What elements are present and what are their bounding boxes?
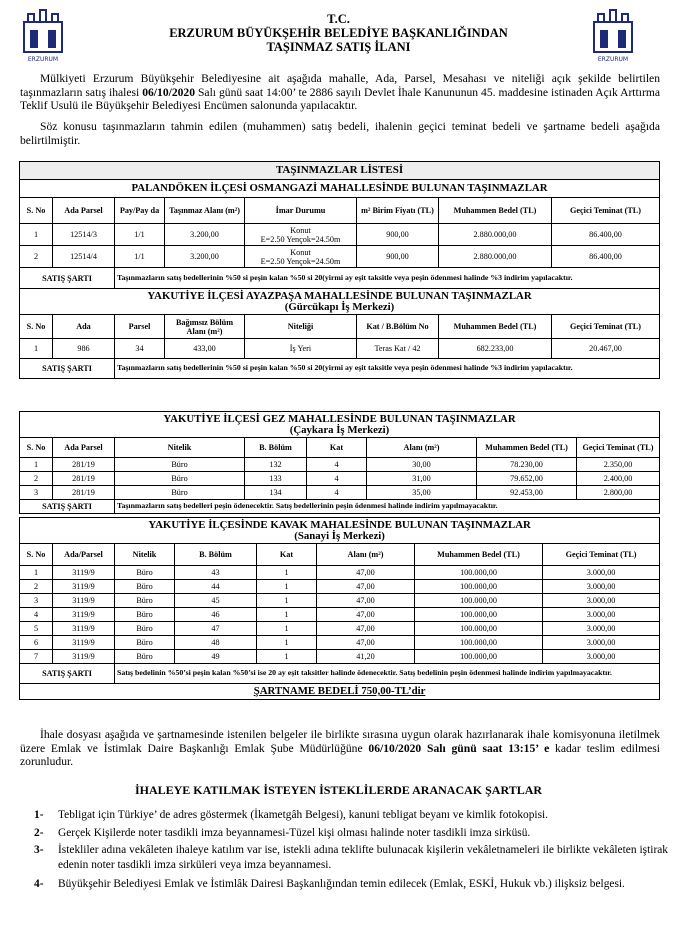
- cell-bedel: 78.230,00: [477, 458, 577, 472]
- cell-alan: 35,00: [367, 486, 477, 500]
- cell-bedel: 100.000,00: [415, 650, 543, 664]
- cell-teminat: 2.400,00: [577, 472, 660, 486]
- s3-header-sno: S. No: [20, 438, 53, 458]
- cell-bedel: 100.000,00: [415, 636, 543, 650]
- s1-header-imar: İmar Durumu: [245, 198, 357, 224]
- cell-teminat: 3.000,00: [543, 594, 660, 608]
- requirements-title: İHALEYE KATILMAK İSTEYEN İSTEKLİLERDE ARANACAK ŞARTLAR: [134, 783, 543, 797]
- requirement-number: 4-: [34, 878, 44, 890]
- cell-kat: 1: [257, 580, 317, 594]
- cell-teminat: 3.000,00: [543, 566, 660, 580]
- cell-ada: 281/19: [53, 458, 115, 472]
- cell-birim: 900,00: [357, 224, 439, 246]
- s3-header-bedel: Muhammen Bedel (TL): [477, 438, 577, 458]
- cell-nitelik: Büro: [115, 458, 245, 472]
- cell-nitelik: İş Yeri: [245, 339, 357, 359]
- cell-pay: 1/1: [115, 224, 165, 246]
- s3-header-ada: Ada Parsel: [53, 438, 115, 458]
- requirement-text: Tebligat için Türkiye’ de adres göstermek (İkametgâh Belgesi), kanuni tebligat beyanı ve kimlik fotokopisi.: [58, 809, 549, 821]
- requirement-text: İstekliler adına vekâleten ihaleye katılım var ise, istekli adına teklifte bulunacak kişilerin vekâletnameleri ile birlikte vekâleten iştirak edenin noter tasdikli imza sirküleri veya imza beyannamesi.: [58, 844, 668, 871]
- cell-nitelik: Büro: [115, 594, 175, 608]
- header-title: TAŞINMAZ SATIŞ İLANI: [266, 40, 411, 54]
- cell-nitelik: Büro: [115, 636, 175, 650]
- cell-alan: 433,00: [165, 339, 245, 359]
- table-row: [20, 650, 660, 664]
- requirement-number: 1-: [34, 809, 44, 821]
- cell-sno: 1: [20, 224, 53, 246]
- cell-nitelik: Büro: [115, 650, 175, 664]
- s3-header-nitelik: Nitelik: [115, 438, 245, 458]
- s3-satis-label: SATIŞ ŞARTI: [20, 500, 115, 514]
- cell-nitelik: Büro: [115, 580, 175, 594]
- cell-teminat: 3.000,00: [543, 580, 660, 594]
- cell-ada: 281/19: [53, 472, 115, 486]
- cell-alan: 47,00: [317, 622, 415, 636]
- s3-header-kat: Kat: [307, 438, 367, 458]
- cell-nitelik: Büro: [115, 566, 175, 580]
- cell-alan: 3.200,00: [165, 224, 245, 246]
- cell-bedel: 100.000,00: [415, 608, 543, 622]
- s4-header-bedel: Muhammen Bedel (TL): [415, 544, 543, 566]
- cell-alan: 31,00: [367, 472, 477, 486]
- s2-header-sno: S. No: [20, 315, 53, 339]
- table-row: [20, 339, 660, 359]
- cell-nitelik: Büro: [115, 472, 245, 486]
- cell-nitelik: Büro: [115, 608, 175, 622]
- s3-satis-text: Taşınmazların satış bedelleri peşin ödenecektir. Satış bedellerinin peşin ödenmesi halinde indirim yapılmayacaktır.: [115, 500, 660, 514]
- s2-satis-label: SATIŞ ŞARTI: [20, 359, 115, 379]
- cell-imar: Konut E=2.50 Yençok=24.50m: [245, 224, 357, 246]
- cell-kat: 1: [257, 622, 317, 636]
- cell-ada: 12514/4: [53, 246, 115, 268]
- cell-bolum: 45: [175, 594, 257, 608]
- cell-teminat: 3.000,00: [543, 650, 660, 664]
- header-institution: ERZURUM BÜYÜKŞEHİR BELEDİYE BAŞKANLIĞINDAN: [169, 26, 508, 40]
- cell-ada: 3119/9: [53, 622, 115, 636]
- cell-bolum: 132: [245, 458, 307, 472]
- table-row: [20, 636, 660, 650]
- s4-satis-label: SATIŞ ŞARTI: [20, 664, 115, 684]
- cell-sno: 4: [20, 608, 53, 622]
- s1-header-pay: Pay/Pay da: [115, 198, 165, 224]
- cell-nitelik: Büro: [115, 486, 245, 500]
- cell-bedel: 2.880.000,00: [439, 224, 552, 246]
- cell-ada: 3119/9: [53, 650, 115, 664]
- s4-header-kat: Kat: [257, 544, 317, 566]
- section-3-title: YAKUTİYE İLÇESİ GEZ MAHALLESİNDE BULUNAN TAŞINMAZLAR (Çaykara İş Merkezi): [20, 412, 660, 438]
- requirement-text: Büyükşehir Belediyesi Emlak ve İstimlâk Dairesi Başkanlığından temin edilecek (Emlak, ESKİ, Hukuk vb.) ilişksiz belgesi.: [58, 878, 625, 890]
- s1-header-bedel: Muhammen Bedel (TL): [439, 198, 552, 224]
- cell-kat: 4: [307, 458, 367, 472]
- table-row: [20, 472, 660, 486]
- cell-bedel: 2.880.000,00: [439, 246, 552, 268]
- cell-teminat: 86.400,00: [552, 224, 660, 246]
- sartname-fee: ŞARTNAME BEDELİ 750,00-TL’dir: [20, 684, 660, 700]
- cell-kat: 1: [257, 636, 317, 650]
- table-row: [20, 580, 660, 594]
- cell-teminat: 3.000,00: [543, 608, 660, 622]
- cell-sno: 2: [20, 246, 53, 268]
- svg-text:ERZURUM: ERZURUM: [27, 56, 59, 63]
- cell-teminat: 20.467,00: [552, 339, 660, 359]
- requirement-text: Gerçek Kişilerde noter tasdikli imza beyannamesi-Tüzel kişi olması halinde noter tasdikli imza sirküsü.: [58, 827, 531, 839]
- cell-ada: 986: [53, 339, 115, 359]
- s1-satis-label: SATIŞ ŞARTI: [20, 268, 115, 289]
- table-row: [20, 458, 660, 472]
- cell-bedel: 100.000,00: [415, 622, 543, 636]
- cell-ada: 12514/3: [53, 224, 115, 246]
- s2-header-kat: Kat / B.Bölüm No: [357, 315, 439, 339]
- property-list-table: [19, 161, 660, 379]
- s2-header-teminat: Geçici Teminat (TL): [552, 315, 660, 339]
- cell-ada: 3119/9: [53, 566, 115, 580]
- cell-imar: Konut E=2.50 Yençok=24.50m: [245, 246, 357, 268]
- section-2-title: YAKUTİYE İLÇESİ AYAZPAŞA MAHALLESİNDE BULUNAN TAŞINMAZLAR (Gürcükapı İş Merkezi): [20, 289, 660, 315]
- cell-sno: 1: [20, 458, 53, 472]
- s4-header-nitelik: Nitelik: [115, 544, 175, 566]
- cell-bolum: 46: [175, 608, 257, 622]
- cell-teminat: 3.000,00: [543, 622, 660, 636]
- cell-teminat: 2.350,00: [577, 458, 660, 472]
- s1-header-sno: S. No: [20, 198, 53, 224]
- s3-header-bolum: B. Bölüm: [245, 438, 307, 458]
- intro-paragraph-1: Mülkiyeti Erzurum Büyükşehir Belediyesine ait aşağıda mahalle, Ada, Parsel, Mesahası ve niteliği açık şekilde belirtilen taşınmazların satış ihalesi 06/10/2020 Salı günü saat 14:00’ te 2886 sayılı Devlet İhale Kanununun 45. maddesine istinaden Açık Arttırma Teklif Usulü ile Büyükşehir Belediyesi Encümen salonunda yapılacaktır.: [20, 72, 660, 112]
- table-title: TAŞINMAZLAR LİSTESİ: [20, 162, 660, 180]
- cell-kat: 4: [307, 472, 367, 486]
- s1-header-teminat: Geçici Teminat (TL): [552, 198, 660, 224]
- cell-bolum: 43: [175, 566, 257, 580]
- cell-teminat: 3.000,00: [543, 636, 660, 650]
- cell-alan: 47,00: [317, 580, 415, 594]
- cell-pay: 1/1: [115, 246, 165, 268]
- s2-header-ada: Ada: [53, 315, 115, 339]
- cell-bedel: 79.652,00: [477, 472, 577, 486]
- cell-alan: 30,00: [367, 458, 477, 472]
- s4-header-ada: Ada/Parsel: [53, 544, 115, 566]
- cell-bolum: 49: [175, 650, 257, 664]
- s1-header-ada: Ada Parsel: [53, 198, 115, 224]
- cell-ada: 3119/9: [53, 580, 115, 594]
- cell-bedel: 682.233,00: [439, 339, 552, 359]
- cell-sno: 3: [20, 594, 53, 608]
- cell-bedel: 92.453,00: [477, 486, 577, 500]
- cell-parsel: 34: [115, 339, 165, 359]
- cell-sno: 2: [20, 580, 53, 594]
- submission-paragraph: İhale dosyası aşağıda ve şartnamesinde istenilen belgeler ile birlikte sırasına uygun olarak hazırlanarak ihale komisyonuna iletilmek üzere Emlak ve İstimlak Daire Başkanlığı Emlak Şube Müdürlüğüne 06/10/2020 Salı günü saat 13:15’ e kadar teslim edilmesi zorunludur.: [20, 728, 660, 768]
- s1-header-birim: m² Birim Fiyatı (TL): [357, 198, 439, 224]
- s3-header-alan: Alanı (m²): [367, 438, 477, 458]
- s4-satis-text: Satış bedelinin %50’si peşin kalan %50’si ise 20 ay eşit taksitler halinde ödenecektir. Satış bedelinin peşin ödenmesi halinde indirim yapılmayacaktır.: [115, 664, 660, 684]
- table-row: [20, 246, 660, 268]
- s2-header-parsel: Parsel: [115, 315, 165, 339]
- cell-bolum: 48: [175, 636, 257, 650]
- cell-bedel: 100.000,00: [415, 566, 543, 580]
- cell-nitelik: Büro: [115, 622, 175, 636]
- cell-bedel: 100.000,00: [415, 580, 543, 594]
- s2-header-nitelik: Niteliği: [245, 315, 357, 339]
- table-row: [20, 224, 660, 246]
- cell-alan: 3.200,00: [165, 246, 245, 268]
- cell-alan: 47,00: [317, 566, 415, 580]
- s3-header-teminat: Geçici Teminat (TL): [577, 438, 660, 458]
- cell-kat: 1: [257, 608, 317, 622]
- requirement-number: 2-: [34, 827, 44, 839]
- cell-teminat: 86.400,00: [552, 246, 660, 268]
- intro-paragraph-2: Söz konusu taşınmazların tahmin edilen (muhammen) satış bedeli, ihalenin geçici teminat bedeli ve şartname bedeli aşağıda belirtilmiştir.: [20, 120, 660, 147]
- cell-kat: 1: [257, 594, 317, 608]
- svg-text:ERZURUM: ERZURUM: [597, 56, 629, 63]
- document-header: [0, 12, 677, 54]
- cell-alan: 47,00: [317, 608, 415, 622]
- section-1-title: PALANDÖKEN İLÇESİ OSMANGAZİ MAHALLESİNDE BULUNAN TAŞINMAZLAR: [20, 180, 660, 198]
- cell-bolum: 133: [245, 472, 307, 486]
- cell-ada: 281/19: [53, 486, 115, 500]
- section-4-table: [19, 517, 660, 700]
- cell-sno: 3: [20, 486, 53, 500]
- requirement-number: 3-: [34, 844, 44, 856]
- s1-header-alan: Taşınmaz Alanı (m²): [165, 198, 245, 224]
- table-row: [20, 608, 660, 622]
- header-tc: T.C.: [327, 12, 350, 26]
- cell-bolum: 134: [245, 486, 307, 500]
- cell-sno: 5: [20, 622, 53, 636]
- cell-kat: 1: [257, 566, 317, 580]
- cell-teminat: 2.800,00: [577, 486, 660, 500]
- cell-ada: 3119/9: [53, 608, 115, 622]
- cell-sno: 1: [20, 566, 53, 580]
- s2-satis-text: Taşınmazların satış bedellerinin %50 si peşin kalan %50 si 20(yirmi ay eşit taksitle veya peşin ödenmesi halinde %3 indirim yapılacaktır.: [115, 359, 660, 379]
- s4-header-teminat: Geçici Teminat (TL): [543, 544, 660, 566]
- s4-header-bolum: B. Bölüm: [175, 544, 257, 566]
- table-row: [20, 486, 660, 500]
- cell-alan: 41,20: [317, 650, 415, 664]
- cell-alan: 47,00: [317, 594, 415, 608]
- cell-ada: 3119/9: [53, 636, 115, 650]
- cell-alan: 47,00: [317, 636, 415, 650]
- s4-header-alan: Alanı (m²): [317, 544, 415, 566]
- cell-ada: 3119/9: [53, 594, 115, 608]
- cell-bolum: 44: [175, 580, 257, 594]
- cell-sno: 1: [20, 339, 53, 359]
- s1-satis-text: Taşınmazların satış bedellerinin %50 si peşin kalan %50 si 20(yirmi ay eşit taksitle veya peşin ödenmesi halinde %3 indirim yapılacaktır.: [115, 268, 660, 289]
- section-3-table: [19, 411, 660, 514]
- cell-bolum: 47: [175, 622, 257, 636]
- s4-header-sno: S. No: [20, 544, 53, 566]
- cell-sno: 6: [20, 636, 53, 650]
- s2-header-bedel: Muhammen Bedel (TL): [439, 315, 552, 339]
- s2-header-alan: Bağımsız Bölüm Alanı (m²): [165, 315, 245, 339]
- cell-sno: 7: [20, 650, 53, 664]
- cell-sno: 2: [20, 472, 53, 486]
- section-4-title: YAKUTİYE İLÇESİNDE KAVAK MAHALESİNDE BULUNAN TAŞINMAZLAR (Sanayi İş Merkezi): [20, 518, 660, 544]
- cell-kat: 1: [257, 650, 317, 664]
- table-row: [20, 622, 660, 636]
- table-row: [20, 566, 660, 580]
- cell-bedel: 100.000,00: [415, 594, 543, 608]
- cell-birim: 900,00: [357, 246, 439, 268]
- cell-kat: Teras Kat / 42: [357, 339, 439, 359]
- cell-kat: 4: [307, 486, 367, 500]
- table-row: [20, 594, 660, 608]
